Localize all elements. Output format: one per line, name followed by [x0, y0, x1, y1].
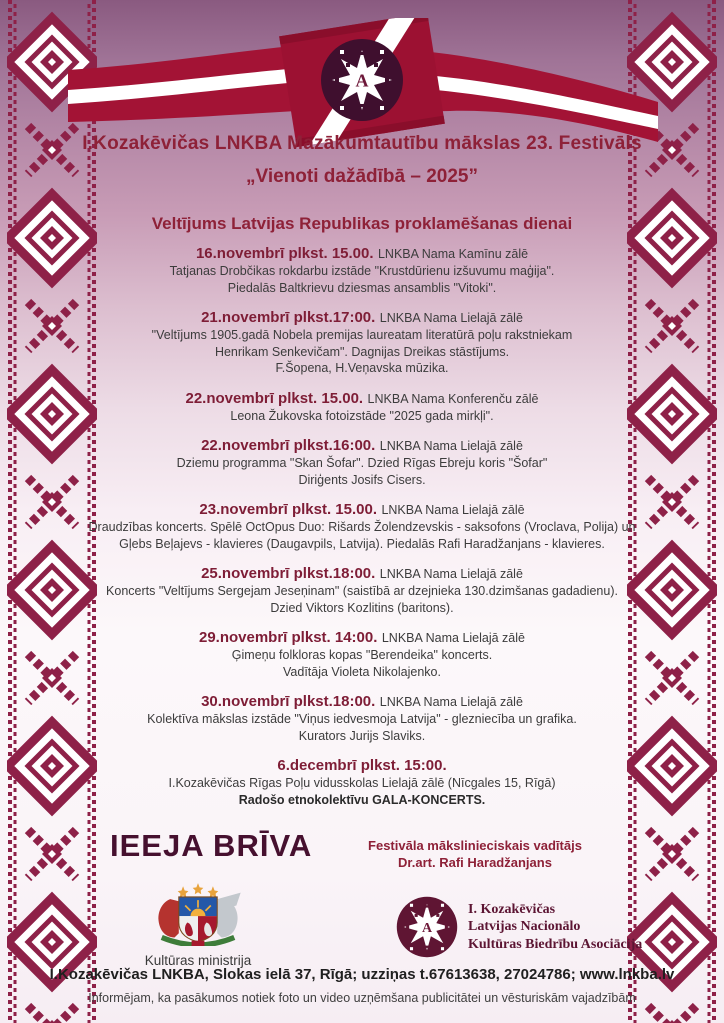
event-line: Kolektīva mākslas izstāde "Viņus iedvesmoja Latvija" - glezniecība un grafika.	[147, 712, 577, 726]
event-lines	[84, 408, 640, 425]
association-name-line1: I. Kozakēvičas	[468, 901, 556, 917]
association-name-line3: Kultūras Biedrību Asociācija	[468, 936, 643, 952]
event-venue: LNKBA Nama Lielajā zālē	[379, 567, 523, 581]
event-item	[84, 245, 640, 296]
event-line: Piedalās Baltkrievu dziesmas ansamblis "Vitoki".	[227, 280, 497, 295]
event-head	[84, 245, 640, 263]
event-line: Dziemu programma "Skan Šofar". Dzied Rīgas Ebreju koris "Šofar"	[176, 456, 548, 470]
ministry-block	[133, 882, 263, 968]
event-line: Koncerts "Veltījums Sergejam Jeseņinam" (saistībā ar dzejnieka 130.dzimšanas gadadienu).	[106, 584, 618, 598]
event-date: 16.novembrī plkst. 15.00.	[195, 245, 374, 262]
event-head	[84, 757, 640, 775]
ministry-label: Kultūras ministrija	[144, 953, 252, 968]
photo-notice-line: Informējam, ka pasākumos notiek foto un video uzņēmšana publicitātei un vēsturiskām vajadzībām	[88, 991, 636, 1005]
event-lines	[84, 327, 640, 377]
association-name-line2: Latvijas Nacionālo	[468, 919, 581, 935]
event-item	[84, 629, 640, 680]
event-venue: LNKBA Nama Lielajā zālē	[381, 631, 525, 645]
event-line: Tatjanas Drobčikas rokdarbu izstāde "Krustdūrienu izšuvumu maģija".	[169, 264, 555, 278]
title-block	[70, 133, 654, 234]
event-item	[84, 501, 640, 552]
event-line: Diriģents Josifs Cisers.	[298, 472, 426, 487]
event-line: I.Kozakēvičas Rīgas Poļu vidusskolas Lielajā zālē (Nīcgales 15, Rīgā)	[168, 776, 556, 790]
event-venue: LNKBA Nama Lielajā zālē	[381, 503, 525, 517]
event-venue: LNKBA Nama Konferenču zālē	[367, 391, 539, 406]
event-item	[84, 693, 640, 744]
event-line: Leona Žukovska fotoizstāde "2025 gada mirkļi".	[230, 408, 494, 423]
contact-line: I.Kozakēvičas LNKBA, Slokas ielā 37, Rīgā; uzziņas t.67613638, 27024786; www.lnkba.lv	[49, 966, 675, 983]
event-item	[84, 437, 640, 488]
event-head	[84, 390, 640, 408]
event-lines	[84, 647, 640, 680]
event-lines	[84, 519, 640, 552]
page-subtitle: „Vienoti dažādībā – 2025”	[246, 166, 478, 187]
event-line: Vadītāja Violeta Nikolajenko.	[283, 664, 441, 679]
event-date: 25.novembrī plkst.18:00.	[201, 565, 376, 582]
event-lines	[84, 455, 640, 488]
event-item	[84, 757, 640, 808]
event-head	[84, 693, 640, 711]
event-date: 22.novembrī plkst.16:00.	[201, 437, 376, 454]
artistic-director-name: Dr.art. Rafi Haradžanjans	[398, 855, 552, 870]
events-list	[84, 245, 640, 821]
event-line: "Veltījums 1905.gadā Nobela premijas laureatam literatūrā poļu rakstniekam	[151, 328, 573, 342]
event-date: 30.novembrī plkst.18:00.	[201, 693, 376, 710]
event-head	[84, 629, 640, 647]
event-venue: LNKBA Nama Lielajā zālē	[379, 439, 523, 453]
event-venue: LNKBA Nama Lielajā zālē	[379, 311, 523, 325]
event-line: Ģimeņu folkloras kopas "Berendeika" koncerts.	[231, 648, 493, 662]
event-lines	[84, 583, 640, 616]
event-lines	[84, 775, 640, 808]
event-line: Henrikam Senkevičam". Dagnijas Dreikas stāstījums.	[214, 344, 510, 359]
event-venue: LNKBA Nama Lielajā zālē	[379, 695, 523, 709]
event-date: 22.novembrī plkst. 15.00.	[185, 389, 364, 407]
event-item	[84, 390, 640, 425]
event-lines	[84, 711, 640, 744]
artistic-director-block	[330, 837, 620, 871]
event-head	[84, 309, 640, 327]
association-block	[396, 896, 642, 958]
free-entry-text: IEEJA BRĪVA	[110, 828, 313, 863]
event-line: Draudzības koncerts. Spēlē OctOpus Duo: Rišards Žolendzevskis - saksofons (Vroclava, Polija) un	[88, 520, 636, 534]
event-date: 6.decembrī plkst. 15:00.	[277, 757, 447, 774]
page-title: I.Kozakēvičas LNKBA Mazākumtautību mākslas 23. Festivāls	[82, 133, 642, 154]
event-lines	[84, 263, 640, 296]
event-line: Dzied Viktors Kozlitins (baritons).	[270, 600, 454, 615]
dedication-line: Veltījums Latvijas Republikas proklamēšanas dienai	[151, 214, 573, 233]
event-head	[84, 437, 640, 455]
event-date: 21.novembrī plkst.17:00.	[201, 309, 376, 326]
logo-monogram: A	[355, 70, 369, 91]
artistic-director-title: Festivāla mākslinieciskais vadītājs	[368, 838, 582, 853]
logo-monogram: A	[421, 921, 433, 937]
coat-of-arms-logo	[139, 882, 257, 946]
association-name	[468, 901, 642, 954]
festival-star-logo-top	[321, 39, 403, 121]
event-line: F.Šopena, H.Veņavska mūzika.	[275, 361, 449, 375]
event-head	[84, 565, 640, 583]
event-item	[84, 309, 640, 377]
event-date: 23.novembrī plkst. 15.00.	[199, 501, 377, 518]
event-date: 29.novembrī plkst. 14:00.	[198, 629, 378, 646]
event-item	[84, 565, 640, 616]
event-head	[84, 501, 640, 519]
lnkba-star-logo	[396, 896, 458, 958]
event-bold-line: Radošo etnokolektīvu GALA-KONCERTS.	[238, 792, 486, 807]
event-line: Kurators Jurijs Slaviks.	[298, 728, 426, 743]
event-venue: LNKBA Nama Kamīnu zālē	[377, 247, 529, 261]
event-line: Gļebs Beļajevs - klavieres (Daugavpils, Latvija). Piedalās Rafi Haradžanjans - klavieres.	[119, 536, 605, 551]
